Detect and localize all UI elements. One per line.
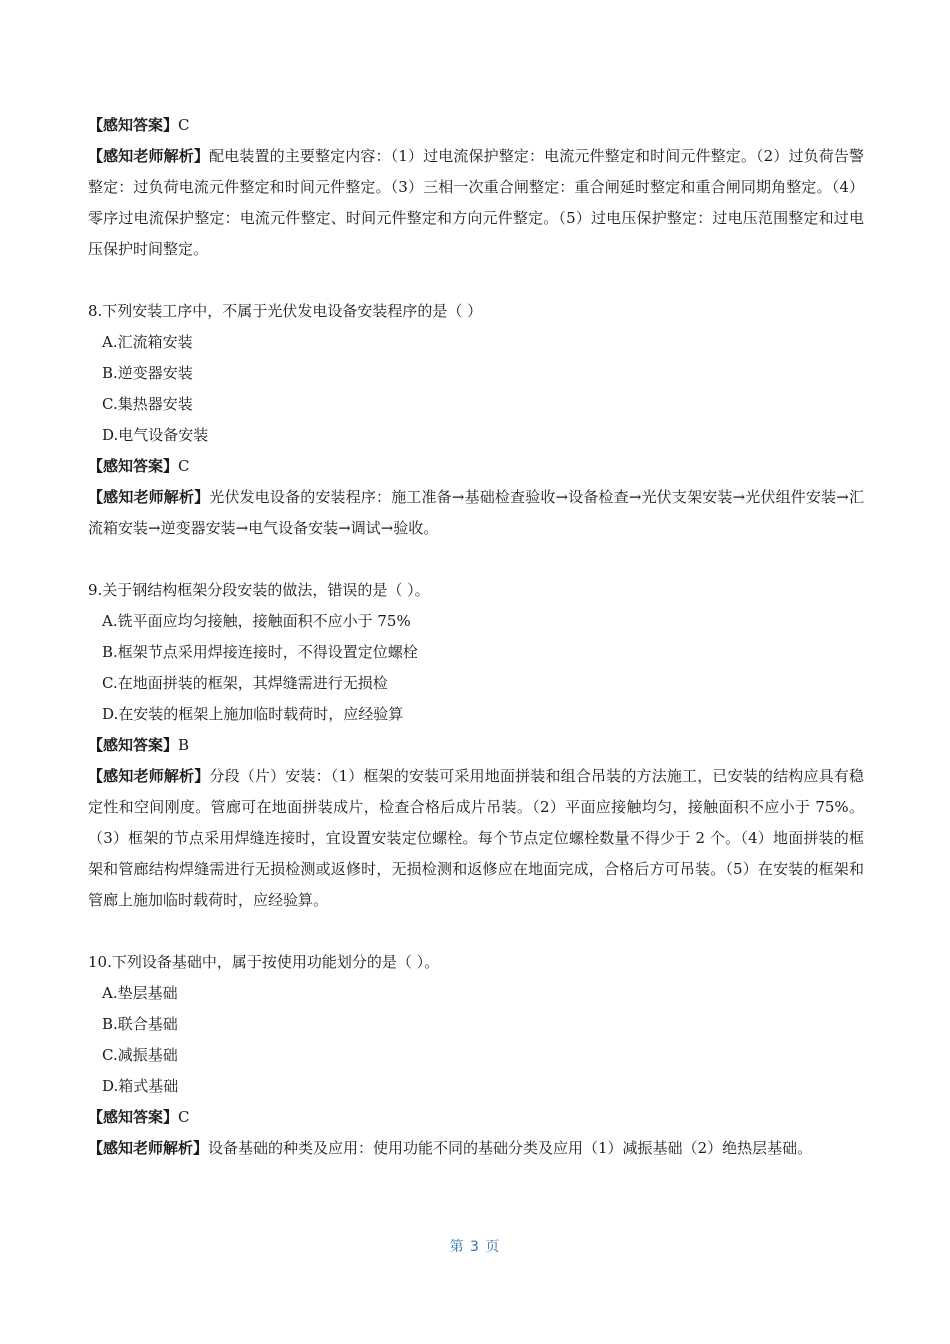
- q9-option-d: D.在安装的框架上施加临时载荷时，应经验算: [102, 705, 404, 723]
- q9-option-b: B.框架节点采用焊接连接时，不得设置定位螺栓: [102, 643, 418, 661]
- analysis-text: 配电装置的主要整定内容：（1）过电流保护整定：电流元件整定和时间元件整定。（2）过负荷告警整定：过负荷电流元件整定和时间元件整定。（3）三相一次重合闸整定：重合闸延时整定和重合闸同期角整定。（4）零序过电流保护整定：电流元件整定、时间元件整定和方向元件整定。（5）过电压保护整定：过电压范围整定和过电压保护时间整定。: [88, 147, 864, 258]
- q8-answer-line: [88, 451, 864, 482]
- answer-label: 【感知答案】: [88, 736, 179, 754]
- q8-option-c: C.集热器安装: [102, 395, 193, 413]
- q10-option-b: B.联合基础: [102, 1015, 178, 1033]
- q8-option-a: A.汇流箱安装: [102, 333, 193, 351]
- q10-option-c: C.减振基础: [102, 1046, 178, 1064]
- q10-option-a: A.垫层基础: [102, 984, 178, 1002]
- answer-value: C: [178, 116, 190, 134]
- q10-answer-value: C: [178, 1108, 190, 1126]
- q9-analysis-text: 分段（片）安装：（1）框架的安装可采用地面拼装和组合吊装的方法施工，已安装的结构应具有稳定性和空间刚度。管廊可在地面拼装成片，检查合格后成片吊装。（2）平面应接触均匀，接触面积不应小于 75%。（3）框架的节点采用焊缝连接时，宜设置安装定位螺栓。每个节点定位螺栓数量不得少于 2 个。（4）地面拼装的框架和管廊结构焊缝需进行无损检测或返修时，无损检测和返修应在地面完成，合格后方可吊装。（5）在安装的框架和管廊上施加临时载荷时，应经验算。: [88, 767, 864, 909]
- q8-analysis-text: 光伏发电设备的安装程序：施工准备→基础检查验收→设备检查→光伏支架安装→光伏组件安装→汇流箱安装→逆变器安装→电气设备安装→调试→验收。: [88, 488, 864, 537]
- q10-option-d: D.箱式基础: [102, 1077, 179, 1095]
- q9-answer-line: [88, 730, 864, 761]
- q9-option-c: C.在地面拼装的框架，其焊缝需进行无损检: [102, 674, 388, 692]
- answer-line: [88, 110, 864, 141]
- question-10: 10.下列设备基础中，属于按使用功能划分的是（ ）。: [88, 953, 440, 971]
- q10-analysis-text: 设备基础的种类及应用：使用功能不同的基础分类及应用（1）减振基础（2）绝热层基础。: [208, 1139, 813, 1157]
- q8-option-d: D.电气设备安装: [102, 426, 209, 444]
- analysis-label: 【感知老师解析】: [88, 1139, 209, 1157]
- answer-label: 【感知答案】: [88, 1108, 179, 1126]
- q9-analysis-paragraph: [88, 761, 864, 916]
- q9-answer-value: B: [178, 736, 190, 754]
- document-body: [88, 110, 864, 1164]
- q10-answer-line: [88, 1102, 864, 1133]
- analysis-paragraph: [88, 141, 864, 265]
- analysis-label: 【感知老师解析】: [88, 767, 210, 785]
- page-number: 第 3 页: [449, 1239, 501, 1255]
- answer-label: 【感知答案】: [88, 116, 179, 134]
- answer-label: 【感知答案】: [88, 457, 179, 475]
- q8-answer-value: C: [178, 457, 190, 475]
- question-8: 8.下列安装工序中，不属于光伏发电设备安装程序的是（ ）: [88, 302, 483, 320]
- q8-analysis-paragraph: [88, 482, 864, 544]
- q9-option-a: A.铣平面应均匀接触，接触面积不应小于 75%: [102, 612, 411, 630]
- question-9: 9.关于钢结构框架分段安装的做法，错误的是（ ）。: [88, 581, 430, 599]
- q10-analysis-paragraph: [88, 1133, 864, 1164]
- analysis-label: 【感知老师解析】: [88, 488, 210, 506]
- q8-option-b: B.逆变器安装: [102, 364, 193, 382]
- analysis-label: 【感知老师解析】: [88, 147, 210, 165]
